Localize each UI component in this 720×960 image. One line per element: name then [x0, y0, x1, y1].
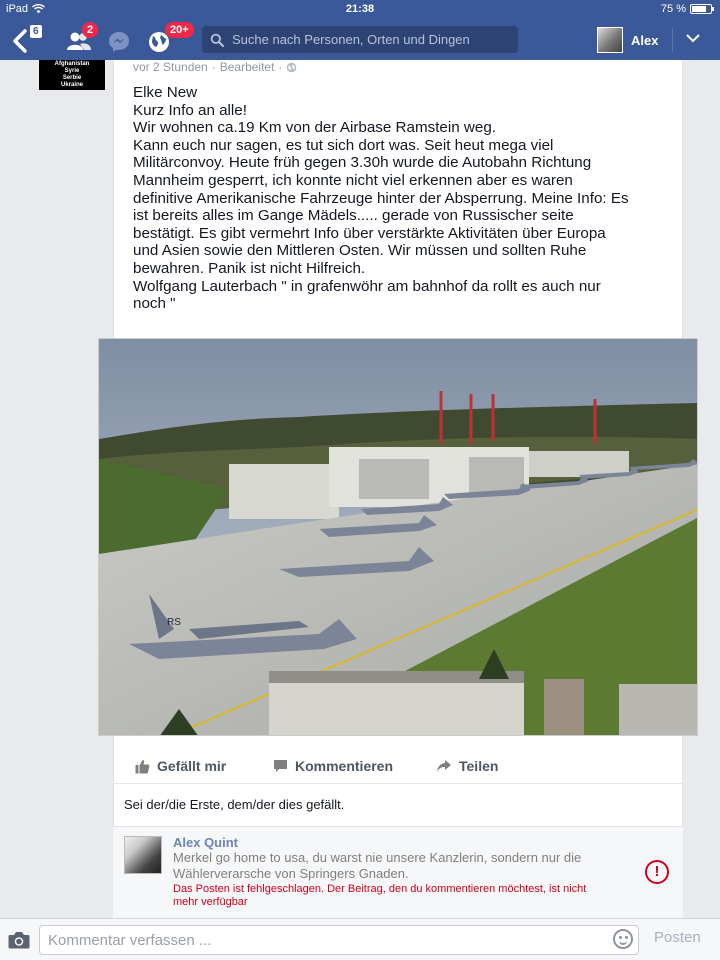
likes-summary: Sei der/die Erste, dem/der dies gefällt. [124, 797, 345, 812]
error-icon[interactable]: ! [645, 860, 669, 884]
messenger-icon [107, 30, 131, 54]
messages-button[interactable] [107, 26, 137, 54]
share-label: Teilen [459, 758, 499, 774]
battery-icon [690, 4, 712, 14]
menu-button[interactable] [686, 30, 700, 48]
comment-composer [0, 918, 720, 960]
post-line: und Asien sowie den Mittleren Osten. Wir müssen und sollten Ruhe [133, 242, 587, 260]
post-line: Wir wohnen ca.19 Km von der Airbase Ramstein weg. [133, 119, 496, 137]
post-line: bewahren. Panik ist nicht Hilfreich. [133, 259, 366, 277]
post-timestamp[interactable]: vor 2 Stunden [133, 60, 208, 74]
avatar [597, 27, 623, 53]
post-photo[interactable] [98, 338, 698, 736]
post-line: noch " [133, 295, 176, 313]
comment-line: Merkel go home to usa, du warst nie unsere Kanzlerin, sondern nur die [173, 850, 582, 865]
friend-requests-button[interactable] [66, 26, 96, 54]
post-actions-bar [113, 748, 683, 784]
comment-avatar[interactable] [124, 836, 162, 874]
group-thumb-line: Serbie [62, 75, 82, 81]
post-line: ist bereits alles im Gange Mädels..... gerade von Russischer seite [133, 207, 574, 225]
globe-privacy-icon [286, 62, 297, 73]
meta-separator: · [211, 60, 216, 74]
back-count-badge: 6 [30, 25, 42, 38]
group-thumb-line: Afghanistan [54, 61, 90, 67]
search-icon [210, 33, 224, 47]
comment-line: Wählerverarsche von Springers Gnaden. [173, 866, 409, 881]
battery-percent: 75 % [660, 3, 686, 15]
emoji-icon[interactable] [613, 929, 633, 949]
camera-icon [8, 931, 30, 949]
device-label: iPad [6, 3, 29, 15]
post-line: bestätigt. Es gibt vermehrt Info über verstärkte Aktivitäten über Europa [133, 224, 606, 242]
edited-label[interactable]: Bearbeitet [219, 60, 275, 74]
comment-label: Kommentieren [295, 758, 394, 774]
error-line: mehr verfügbar [173, 896, 248, 908]
airbase-photo [99, 339, 698, 736]
post-meta [133, 60, 297, 74]
share-icon [436, 759, 452, 773]
meta-separator: · [278, 60, 283, 74]
post-line: Kurz Info an alle! [133, 101, 247, 119]
tail-code: RS [167, 617, 181, 628]
camera-button[interactable] [8, 931, 30, 954]
nav-divider [672, 28, 673, 52]
like-label: Gefällt mir [157, 758, 227, 774]
group-thumb-line: Ukraine [60, 82, 83, 88]
notifications-button[interactable] [147, 24, 189, 54]
comment-error-message [173, 883, 633, 909]
comment-text [173, 850, 623, 882]
friend-requests-badge: 2 [82, 22, 98, 38]
back-button[interactable] [10, 24, 50, 56]
search-input[interactable] [232, 32, 502, 47]
post-line: Wolfgang Lauterbach " in grafenwöhr am bahnhof da rollt es auch nur [133, 277, 601, 295]
post-line: definitive Amerikanische Fahrzeuge hinter der Absperrung. Meine Info: Es [133, 189, 629, 207]
like-button[interactable] [135, 758, 226, 774]
post-button[interactable]: Posten [654, 929, 701, 946]
status-time: 21:38 [345, 3, 375, 15]
post-body [133, 84, 668, 313]
top-nav [0, 20, 720, 60]
profile-name: Alex [631, 32, 659, 48]
post-line: Militärconvoy. Heute früh gegen 3.30h wurde die Autobahn Richtung [133, 154, 592, 172]
search-bar[interactable] [202, 26, 518, 53]
back-chevron-icon [12, 29, 28, 53]
comment-icon [273, 759, 288, 773]
post-line: Kann euch nur sagen, es tut sich dort was. Seit heut mega viel [133, 136, 554, 154]
comment-input[interactable] [39, 925, 639, 955]
share-button[interactable] [436, 758, 498, 774]
comment-author[interactable]: Alex Quint [173, 835, 239, 850]
chevron-down-icon [686, 33, 700, 43]
group-thumbnail[interactable] [39, 60, 105, 90]
post-line: Mannheim gesperrt, ich konnte nicht viel erkennen aber es waren [133, 171, 573, 189]
thumbs-up-icon [135, 759, 150, 774]
comment-button[interactable] [273, 758, 393, 774]
status-bar [0, 0, 720, 20]
post-line: Elke New [133, 84, 198, 101]
profile-button[interactable] [597, 27, 658, 53]
group-thumb-line: Syrie [64, 68, 80, 74]
notifications-badge: 20+ [165, 22, 194, 38]
error-line: Das Posten ist fehlgeschlagen. Der Beitrag, den du kommentieren möchtest, ist nicht [173, 883, 587, 895]
